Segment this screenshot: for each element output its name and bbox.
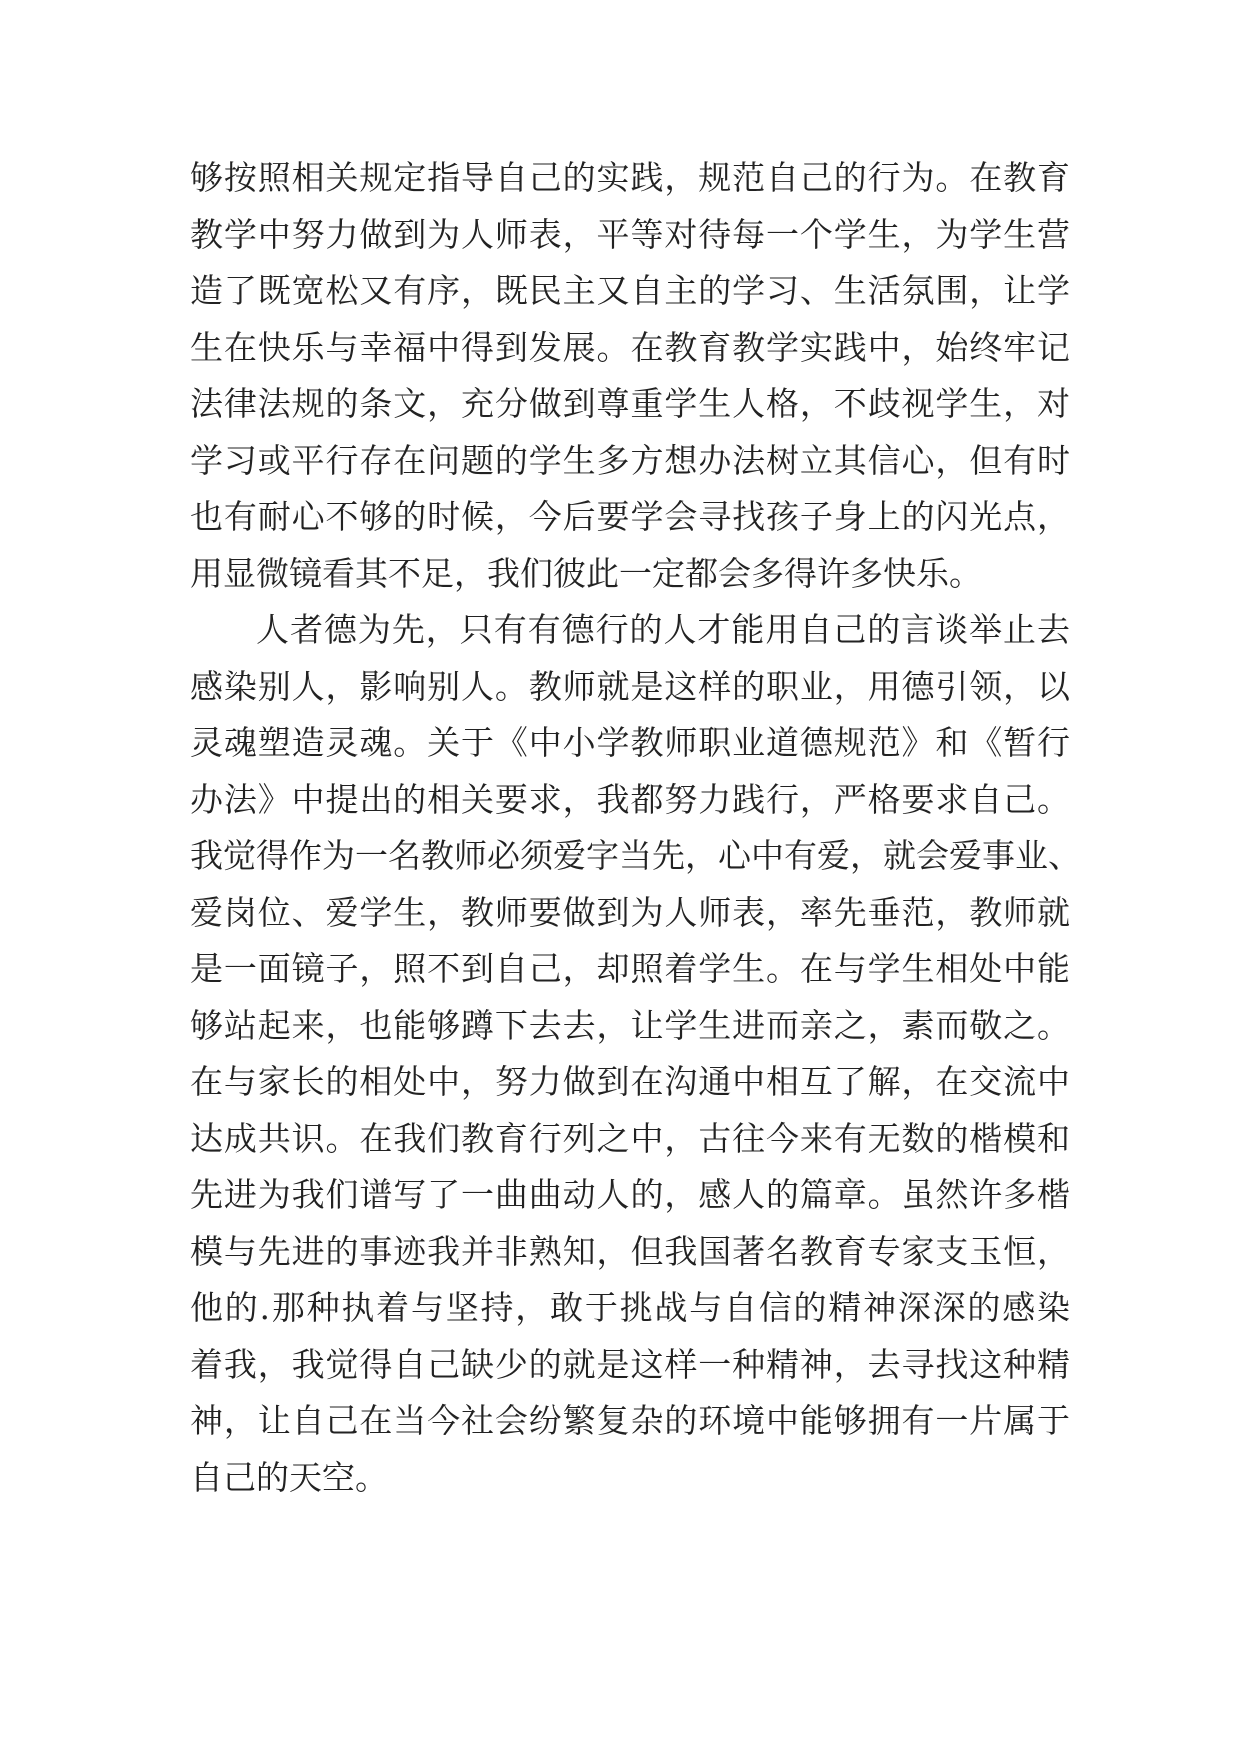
text-line: 自己的天空。 — [190, 1457, 388, 1497]
text-line: 在与家长的相处中，努力做到在沟通中相互了解，在交流中 — [190, 1062, 1070, 1101]
text-line: 造了既宽松又有序，既民主又自主的学习、生活氛围，让学 — [190, 271, 1070, 310]
text-line: 他的.那种执着与坚持，敢于挑战与自信的精神深深的感染 — [190, 1288, 1070, 1327]
body-text — [190, 150, 1081, 1506]
text-line-indented: 人者德为先，只有有德行的人才能用自己的言谈举止去 — [256, 610, 1070, 649]
text-line: 办法》中提出的相关要求，我都努力践行，严格要求自己。 — [190, 779, 1070, 819]
text-line: 灵魂塑造灵魂。关于《中小学教师职业道德规范》和《暂行 — [190, 723, 1070, 762]
text-line: 也有耐心不够的时候，今后要学会寻找孩子身上的闪光点， — [190, 497, 1070, 536]
text-line: 爱岗位、爱学生，教师要做到为人师表，率先垂范，教师就 — [190, 892, 1070, 932]
text-line: 着我，我觉得自己缺少的就是这样一种精神，去寻找这种精 — [190, 1344, 1070, 1384]
text-line: 学习或平行存在问题的学生多方想办法树立其信心，但有时 — [190, 440, 1070, 480]
text-line: 神，让自己在当今社会纷繁复杂的环境中能够拥有一片属于 — [190, 1401, 1070, 1440]
text-line: 我觉得作为一名教师必须爱字当先，心中有爱，就会爱事业、 — [190, 836, 1081, 875]
text-line: 先进为我们谱写了一曲曲动人的，感人的篇章。虽然许多楷 — [190, 1175, 1070, 1214]
text-line: 感染别人，影响别人。教师就是这样的职业，用德引领，以 — [190, 666, 1070, 706]
text-line: 达成共识。在我们教育行列之中，古往今来有无数的楷模和 — [190, 1118, 1070, 1158]
text-line: 生在快乐与幸福中得到发展。在教育教学实践中，始终牢记 — [190, 327, 1070, 367]
text-line: 模与先进的事迹我并非熟知，但我国著名教育专家支玉恒， — [190, 1231, 1070, 1271]
text-line: 是一面镜子，照不到自己，却照着学生。在与学生相处中能 — [190, 949, 1070, 988]
text-line: 够按照相关规定指导自己的实践，规范自己的行为。在教育 — [190, 158, 1070, 197]
text-line: 法律法规的条文，充分做到尊重学生人格，不歧视学生，对 — [190, 384, 1070, 423]
text-line: 够站起来，也能够蹲下去去，让学生进而亲之，素而敬之。 — [190, 1005, 1070, 1045]
text-line: 教学中努力做到为人师表，平等对待每一个学生，为学生营 — [190, 214, 1070, 254]
text-line: 用显微镜看其不足，我们彼此一定都会多得许多快乐。 — [190, 553, 982, 593]
